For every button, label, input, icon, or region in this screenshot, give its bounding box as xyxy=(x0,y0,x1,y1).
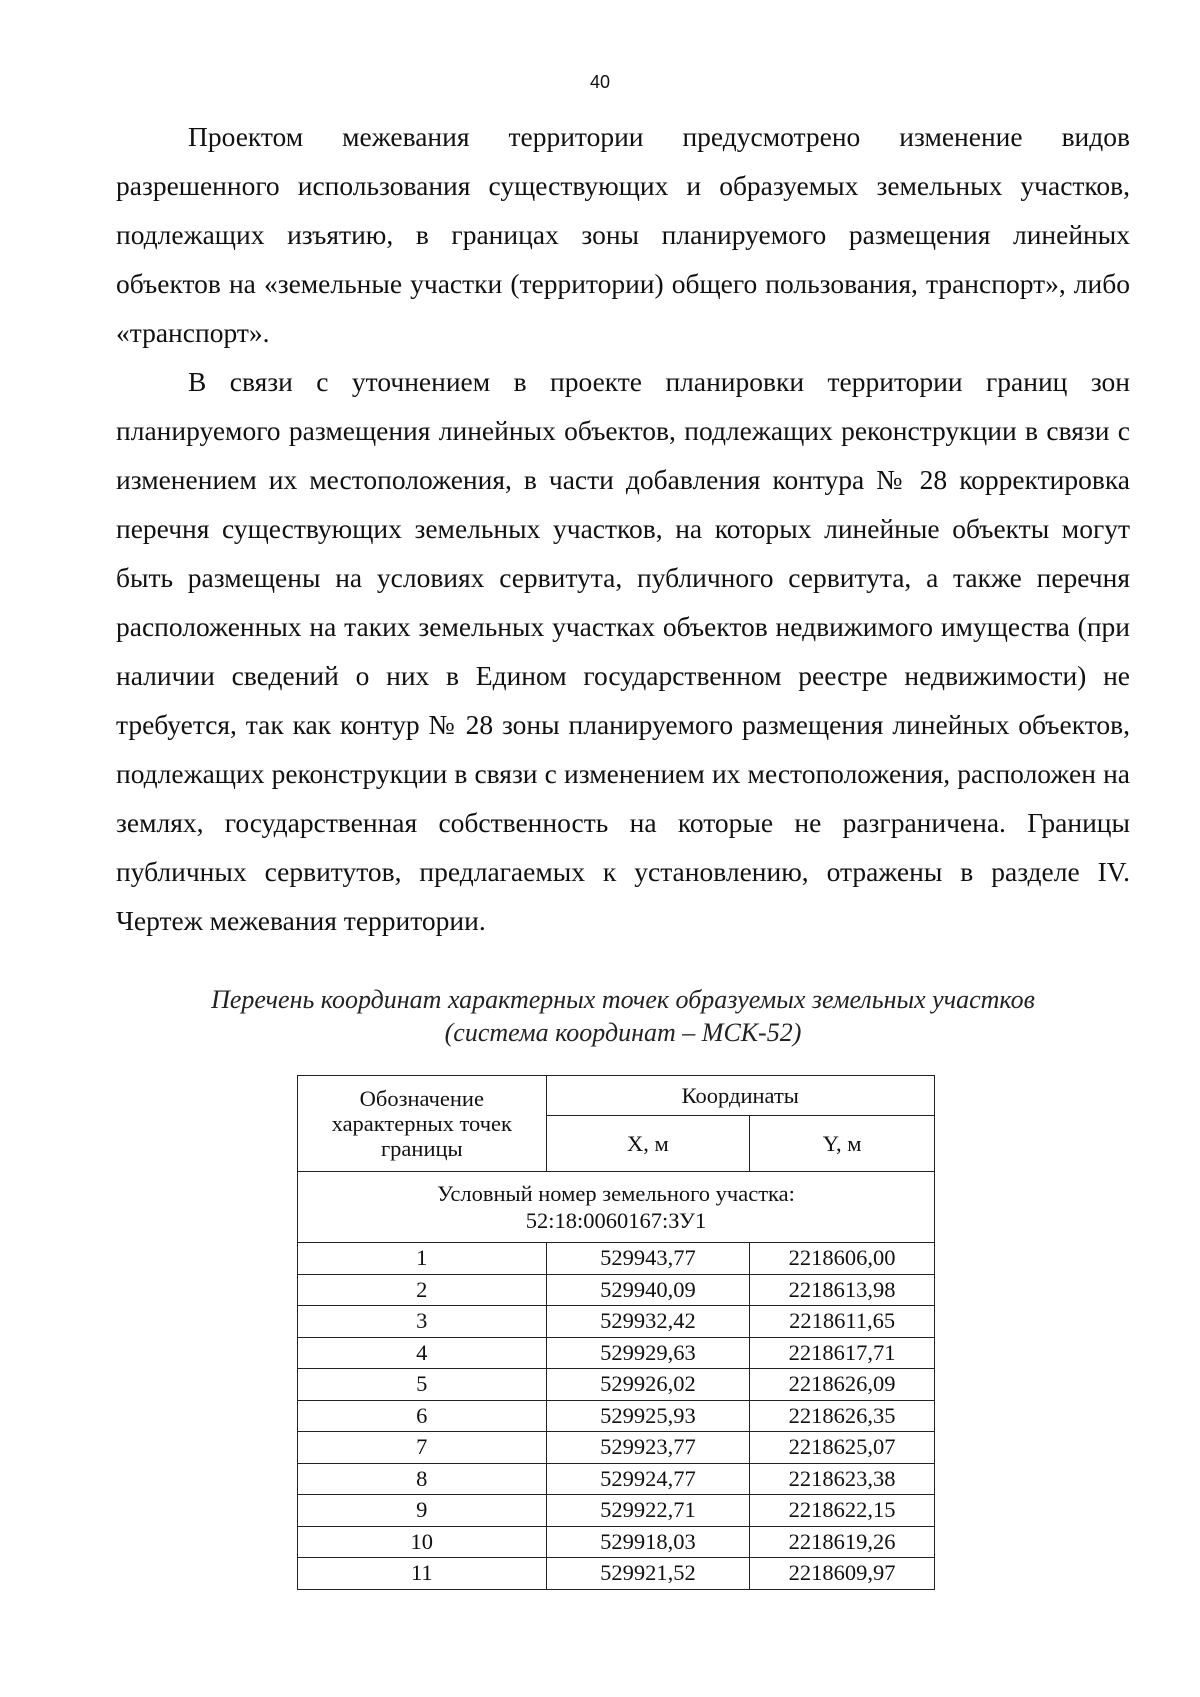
x-cell: 529923,77 xyxy=(546,1432,750,1464)
point-cell: 3 xyxy=(298,1306,547,1338)
table-caption xyxy=(116,983,1130,1049)
point-cell: 11 xyxy=(298,1558,547,1590)
point-cell: 1 xyxy=(298,1243,547,1275)
y-cell: 2218619,26 xyxy=(750,1526,935,1558)
y-cell: 2218623,38 xyxy=(750,1463,935,1495)
coordinates-table xyxy=(297,1075,935,1590)
header-coordinates-group: Координаты xyxy=(546,1076,934,1116)
header-y-column: Y, м xyxy=(750,1116,935,1172)
x-cell: 529918,03 xyxy=(546,1526,750,1558)
body-text xyxy=(116,112,1130,945)
caption-line: (система координат – МСК-52) xyxy=(444,1018,802,1047)
x-cell: 529943,77 xyxy=(546,1243,750,1275)
y-cell: 2218626,09 xyxy=(750,1369,935,1401)
point-cell: 4 xyxy=(298,1337,547,1369)
header-point-column: Обозначение характерных точек границы xyxy=(298,1076,547,1172)
table-row xyxy=(298,1337,935,1369)
paragraph: В связи с уточнением в проекте планировки территории границ зон планируемого размещения линейных объектов, подлежащих реконструкции в связи с изменением их местоположения, в части добавления контура № 28 корректировка перечня существующих земельных участков, на которых линейные объекты могут быть размещены на условиях сервитута, публичного сервитута, а также перечня расположенных на таких земельных участках объектов недвижимого имущества (при наличии сведений о них в Едином государственном реестре недвижимости) не требуется, так как контур № 28 зоны планируемого размещения линейных объектов, подлежащих реконструкции в связи с изменением их местоположения, расположен на землях, государственная собственность на которые не разграничена. Границы публичных сервитутов, предлагаемых к установлению, отражены в разделе IV. Чертеж межевания территории. xyxy=(116,366,1130,936)
y-cell: 2218625,07 xyxy=(750,1432,935,1464)
table-row xyxy=(298,1463,935,1495)
y-cell: 2218606,00 xyxy=(750,1243,935,1275)
parcel-number: 52:18:0060167:ЗУ1 xyxy=(525,1208,707,1233)
point-cell: 8 xyxy=(298,1463,547,1495)
point-cell: 6 xyxy=(298,1400,547,1432)
point-cell: 5 xyxy=(298,1369,547,1401)
parcel-cell xyxy=(298,1172,935,1243)
table-row xyxy=(298,1526,935,1558)
table-row xyxy=(298,1558,935,1590)
x-cell: 529924,77 xyxy=(546,1463,750,1495)
table-row xyxy=(298,1400,935,1432)
table-row xyxy=(298,1243,935,1275)
table-row xyxy=(298,1306,935,1338)
x-cell: 529932,42 xyxy=(546,1306,750,1338)
x-cell: 529921,52 xyxy=(546,1558,750,1590)
header-x-column: X, м xyxy=(546,1116,750,1172)
point-cell: 2 xyxy=(298,1274,547,1306)
x-cell: 529926,02 xyxy=(546,1369,750,1401)
point-cell: 10 xyxy=(298,1526,547,1558)
page-number: 40 xyxy=(589,72,611,92)
parcel-label: Условный номер земельного участка: xyxy=(437,1181,795,1206)
y-cell: 2218609,97 xyxy=(750,1558,935,1590)
table-row xyxy=(298,1369,935,1401)
table-row xyxy=(298,1432,935,1464)
y-cell: 2218626,35 xyxy=(750,1400,935,1432)
table-row xyxy=(298,1274,935,1306)
y-cell: 2218613,98 xyxy=(750,1274,935,1306)
x-cell: 529940,09 xyxy=(546,1274,750,1306)
parcel-row xyxy=(298,1172,935,1243)
table-body xyxy=(298,1172,935,1590)
caption-line: Перечень координат характерных точек образуемых земельных участков xyxy=(211,985,1035,1014)
y-cell: 2218622,15 xyxy=(750,1495,935,1527)
y-cell: 2218617,71 xyxy=(750,1337,935,1369)
x-cell: 529922,71 xyxy=(546,1495,750,1527)
table-row xyxy=(298,1495,935,1527)
paragraph: Проектом межевания территории предусмотрено изменение видов разрешенного использования существующих и образуемых земельных участков, подлежащих изъятию, в границах зоны планируемого размещения линейных объектов на «земельные участки (территории) общего пользования, транспорт», либо «транспорт». xyxy=(116,121,1130,348)
point-cell: 7 xyxy=(298,1432,547,1464)
y-cell: 2218611,65 xyxy=(750,1306,935,1338)
x-cell: 529929,63 xyxy=(546,1337,750,1369)
point-cell: 9 xyxy=(298,1495,547,1527)
x-cell: 529925,93 xyxy=(546,1400,750,1432)
